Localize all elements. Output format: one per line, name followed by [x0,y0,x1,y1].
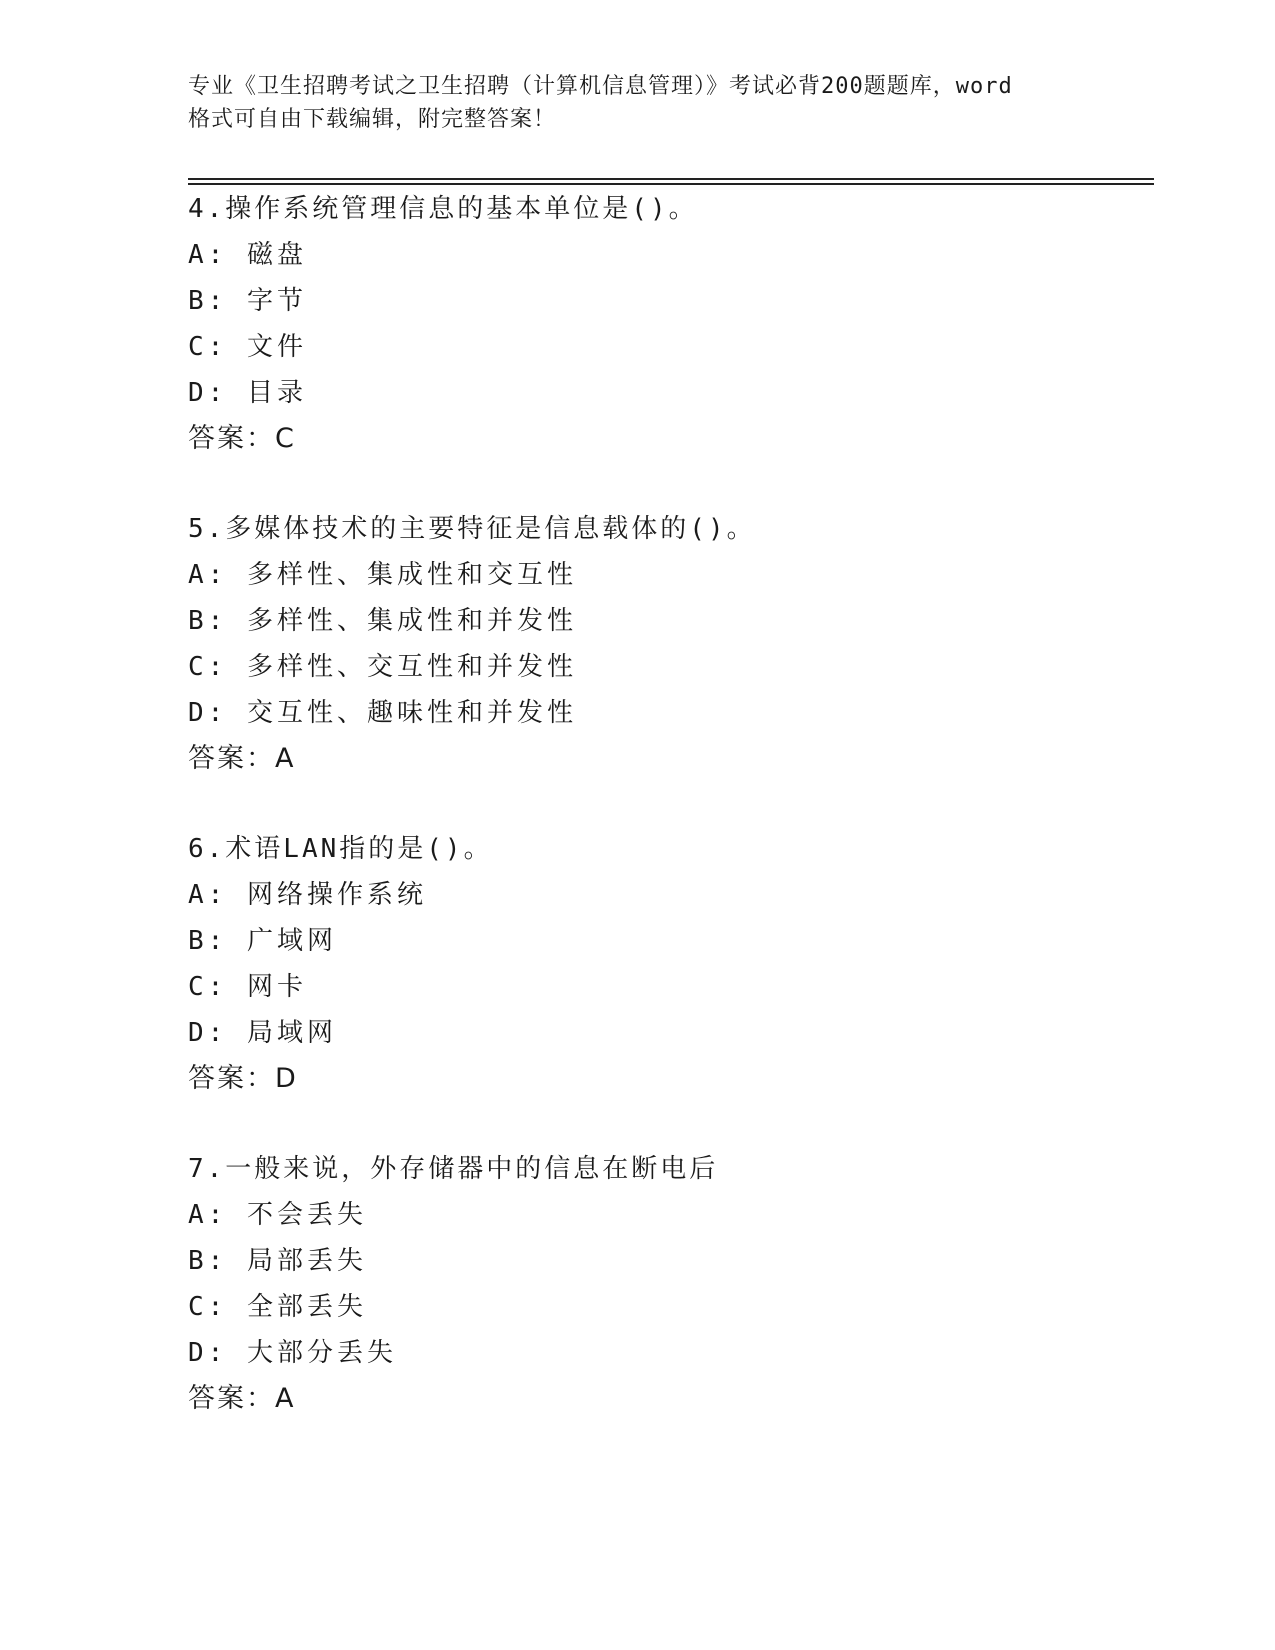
question-stem: 4.操作系统管理信息的基本单位是()。 [188,194,698,224]
question-item [188,506,1148,782]
option-d: D: 目录 [188,378,307,408]
question-stem: 7.一般来说，外存储器中的信息在断电后 [188,1154,719,1184]
question-item [188,826,1148,1102]
option-a: A: 网络操作系统 [188,880,427,910]
option-a: A: 不会丢失 [188,1200,367,1230]
option-d: D: 交互性、趣味性和并发性 [188,698,577,728]
answer-line: 答案：A [188,743,296,774]
answer-line: 答案：A [188,1383,296,1414]
option-b: B: 字节 [188,286,307,316]
option-c: C: 文件 [188,332,307,362]
question-item [188,186,1148,462]
option-c: C: 多样性、交互性和并发性 [188,652,577,682]
document-header [188,70,1088,136]
option-d: D: 局域网 [188,1018,337,1048]
header-divider-top [188,178,1154,180]
question-stem: 6.术语LAN指的是()。 [188,834,493,864]
answer-line: 答案：C [188,423,296,454]
question-item [188,1146,1148,1422]
question-list [188,186,1148,1466]
header-line-2: 格式可自由下载编辑，附完整答案！ [188,107,557,132]
option-c: C: 全部丢失 [188,1292,367,1322]
option-b: B: 多样性、集成性和并发性 [188,606,577,636]
header-line-1: 专业《卫生招聘考试之卫生招聘（计算机信息管理）》考试必背200题题库，word [188,74,1013,99]
option-c: C: 网卡 [188,972,307,1002]
option-d: D: 大部分丢失 [188,1338,397,1368]
option-b: B: 局部丢失 [188,1246,367,1276]
option-b: B: 广域网 [188,926,337,956]
option-a: A: 多样性、集成性和交互性 [188,560,577,590]
header-divider-bottom [188,183,1154,185]
answer-line: 答案：D [188,1063,298,1094]
option-a: A: 磁盘 [188,240,307,270]
question-stem: 5.多媒体技术的主要特征是信息载体的()。 [188,514,756,544]
